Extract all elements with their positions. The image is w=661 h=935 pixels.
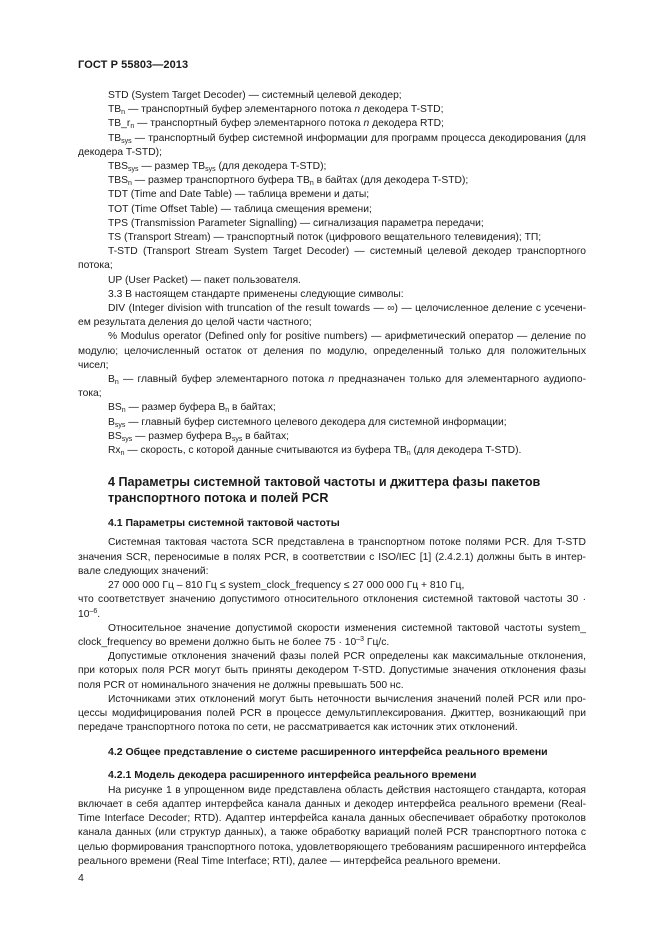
symbol-bn: $B_n$ — главный буфер элементарного потока n предназначен только для элементарного аудиопо-тока; [78, 374, 586, 400]
paragraph-scr: Системная тактовая частота SCR представлена в транспортном потоке полями PCR. Для T-STD значения SCR, переносимые в полях PCR, в соответствии с ISO/IEC [1] (2.4.2.1) должны быть в интер-вале следующих значений: [78, 537, 586, 577]
section-4-2-1-title: 4.2.1 Модель декодера расширенного интерфейса реального времени [108, 768, 477, 781]
paragraph-rate: Относительное значение допустимой скорости изменения системной тактовой частоты system_ clock_frequency во времени должно быть не более $75 \cdot 10^{-3}$ Гц/с. [78, 622, 586, 648]
symbols-intro: 3.3 В настоящем стандарте применены следующие символы: [108, 288, 404, 300]
abbrev-tbn: $TB_n$ — транспортный буфер элементарного потока n декодера T-STD; [108, 104, 444, 117]
abbrev-up: UP (User Packet) — пакет пользователя. [108, 274, 301, 286]
section-4-title: 4 Параметры системной тактовой частоты и джиттера фазы пакетов транспортного потока и полей PCR [108, 475, 541, 506]
paragraph-figure1: На рисунке 1 в упрощенном виде представлена область действия настоящего стандарта, которая включает в себя адаптер интерфейса канала данных и декодер интерфейса реального времени (Real-Time Interface Decoder; RTD). Адаптер интерфейса канала данных обеспечивает обработку протоколов канала данных (или структур данных), а также обработку вариаций полей PCR транспортного потока с целью формирования транспортного потока, удовлетворяющего требованиям расширенного интерфейса реального времени (Real Time Interface; RTI), далее — интерфейса реального времени. [78, 784, 586, 867]
paragraph-deviation: что соответствует значению допустимого относительного отклонения системной тактовой частоты $30 \cdot 10^{-6}$. [78, 594, 586, 620]
paragraph-phase: Допустимые отклонения значений фазы полей PCR определены как максимальные отклонения, при которых поля PCR могут быть приняты декодером T-STD. Допустимые значения отклонения фазы поля PCR от номинального значения не должны превышать 500 нс. [78, 651, 586, 691]
abbrev-ts: TS (Transport Stream) — транспортный поток (цифрового вещательного телевидения); ТП; [108, 232, 542, 244]
symbol-bsn: $BS_n$ — размер буфера $B_n$ в байтах; [108, 402, 276, 415]
formula-frequency: 27 000 000 Гц – 810 Гц ≤ system_clock_frequency ≤ 27 000 000 Гц + 810 Гц, [108, 580, 465, 592]
symbol-bsys: $B_{sys}$ — главный буфер системного целевого декодера для системной информации; [108, 416, 507, 429]
abbrev-std: STD (System Target Decoder) — системный целевой декодер; [108, 90, 402, 101]
document-header: ГОСТ Р 55803—2013 [78, 59, 189, 71]
abbrev-tbssys: $TBS_{sys}$ — размер $TB_{sys}$ (для декодера T-STD); [108, 161, 327, 174]
abbrev-tstd: T-STD (Transport Stream System Target Decoder) — системный целевой декодер транспортного потока; [78, 246, 586, 272]
abbrev-tdt: TDT (Time and Date Table) — таблица времени и даты; [108, 189, 370, 201]
abbrev-tbsn: $TBS_n$ — размер транспортного буфера $TB_n$ в байтах (для декодера T-STD); [108, 175, 469, 188]
page-number: 4 [78, 872, 84, 884]
section-4-1-title: 4.1 Параметры системной тактовой частоты [108, 517, 340, 530]
abbrev-tps: TPS (Transmission Parameter Signalling) — сигнализация параметра передачи; [108, 217, 484, 229]
page-body [78, 89, 586, 869]
symbol-rxn: $Rx_n$ — скорость, с которой данные считываются из буфера $TB_n$ (для декодера T-STD). [108, 445, 522, 458]
paragraph-sources: Источниками этих отклонений могут быть неточности вычисления значений полей PCR или про-цессы модифицирования полей PCR в процессе демультиплексирования. Джиттер, возникающий при передаче транспортного потока по сети, не рассматривается как источник этих отклонений. [78, 693, 586, 734]
abbrev-tbrn: $TB\_r_n$ — транспортный буфер элементарного потока n декодера RTD; [108, 118, 444, 131]
abbrev-tot: TOT (Time Offset Table) — таблица смещения времени; [108, 203, 372, 215]
section-4-2-title: 4.2 Общее представление о системе расширенного интерфейса реального времени [108, 746, 548, 759]
symbol-mod: % Modulus operator (Defined only for positive numbers) — арифметический оператор — деление по модулю; целочисленный остаток от деления по модулю, определенный только для положительных чисел; [78, 331, 586, 371]
symbol-div: DIV (Integer division with truncation of the result towards — ∞) — целочисленное деление с усечени-ем результата деления до целой части частного; [78, 303, 586, 329]
abbrev-tbsys: $TB_{sys}$ — транспортный буфер системной информации для программ процесса декодирования (для декодера T-STD); [78, 132, 586, 158]
symbol-bssys: $BS_{sys}$ — размер буфера $B_{sys}$ в байтах; [108, 430, 289, 443]
